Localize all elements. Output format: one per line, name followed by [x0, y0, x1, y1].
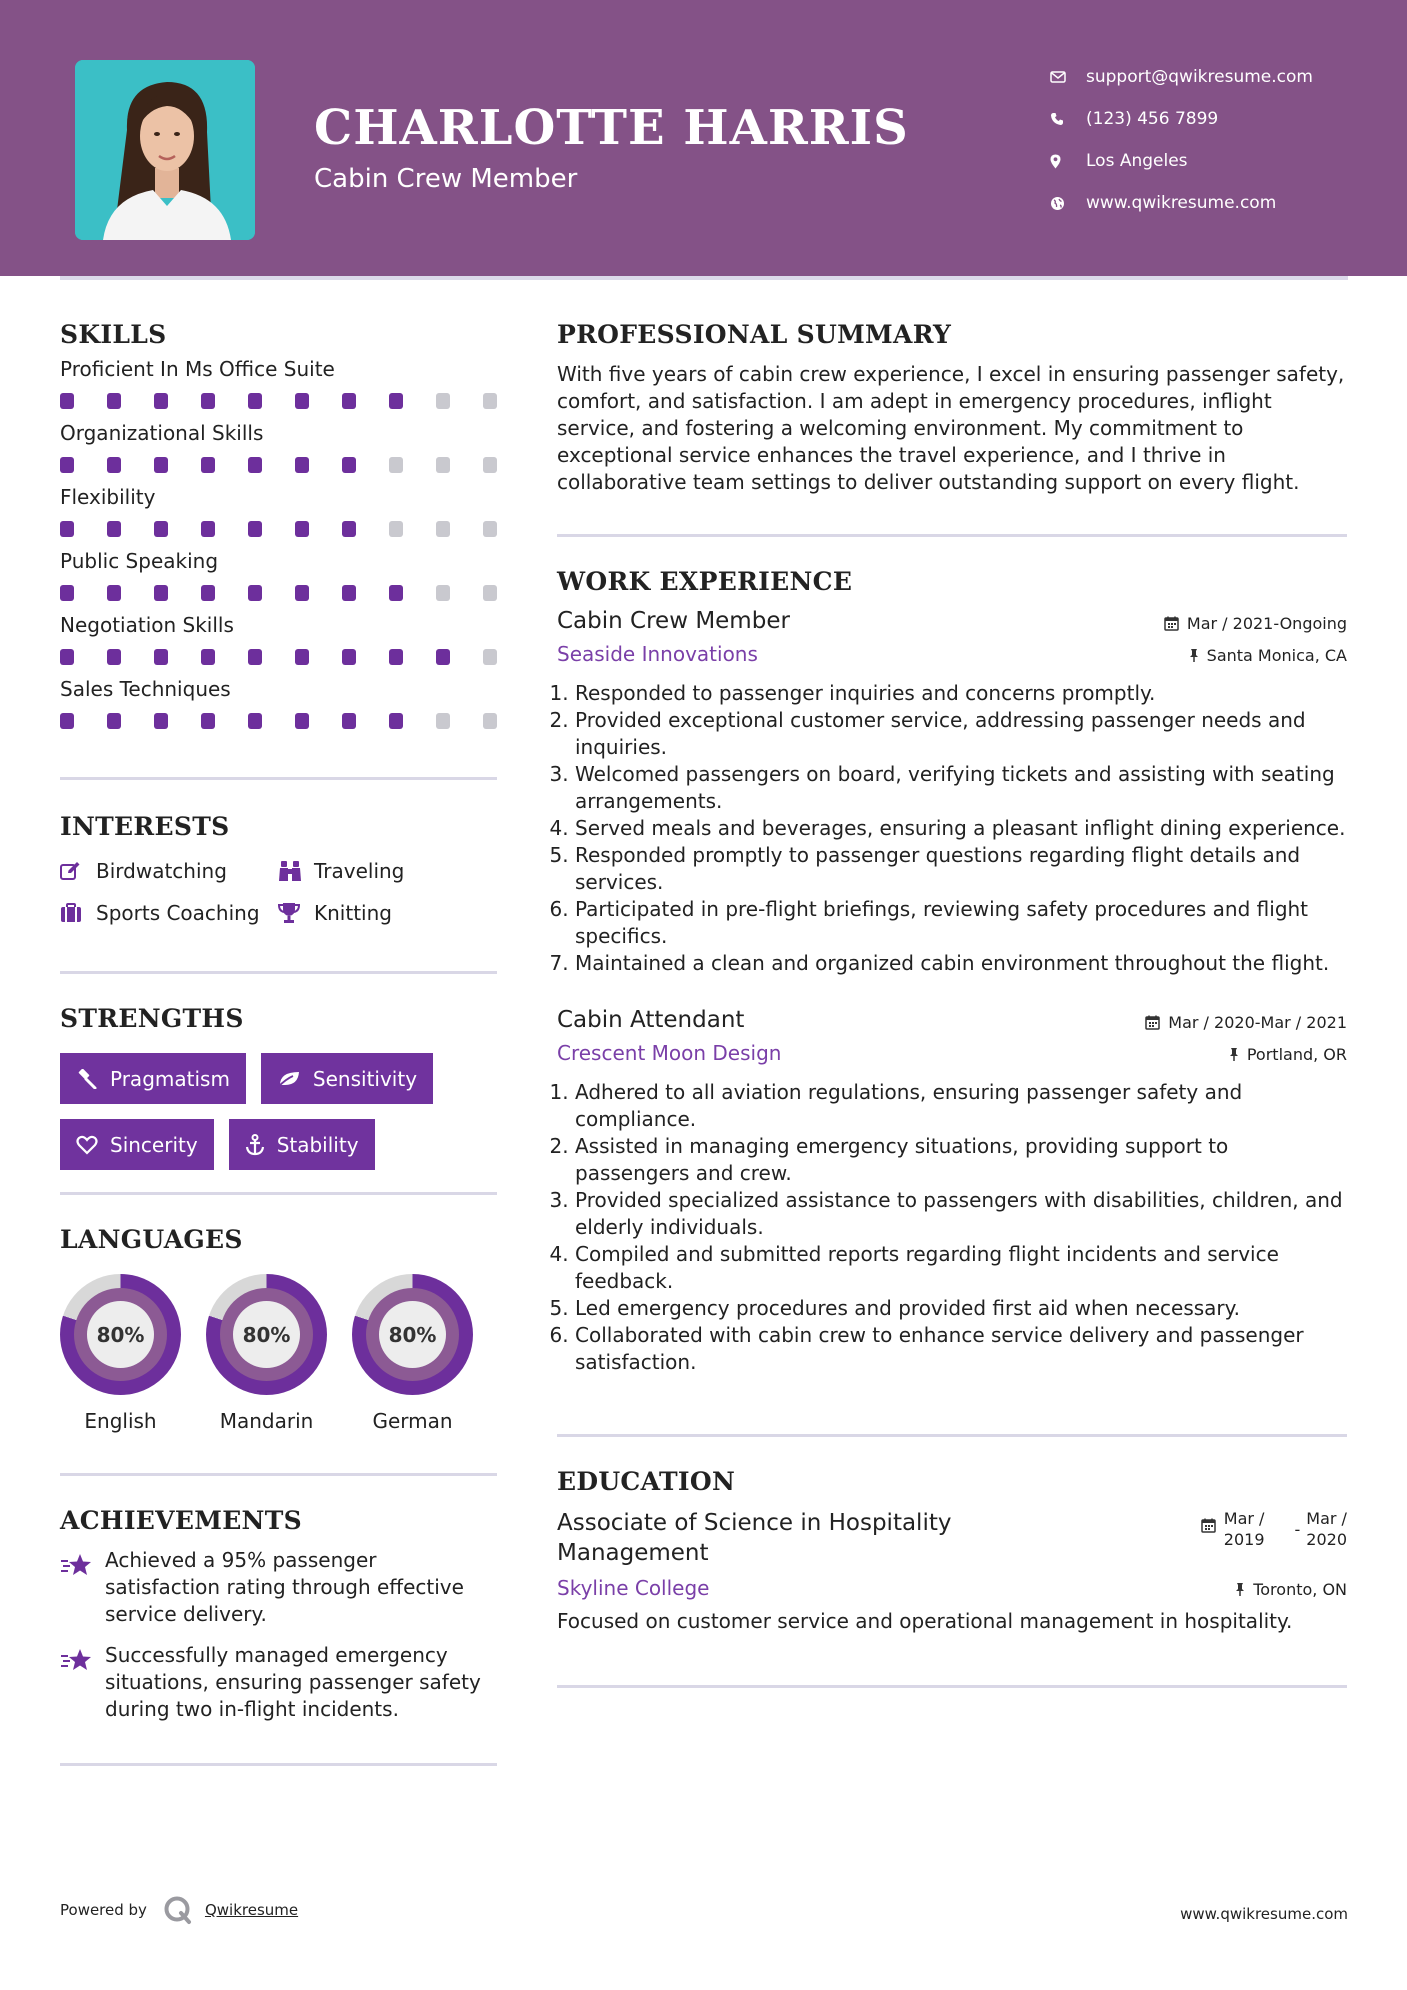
rating-dot-filled — [154, 713, 168, 729]
strengths-list — [60, 1053, 497, 1170]
language-ring — [352, 1274, 473, 1395]
rating-dot-filled — [107, 713, 121, 729]
rating-dot-filled — [201, 393, 215, 409]
contact-location — [1050, 140, 1390, 182]
right-column — [557, 320, 1347, 1688]
rating-dot-filled — [201, 585, 215, 601]
languages-list — [60, 1274, 497, 1433]
section-divider — [60, 1763, 497, 1766]
pushpin-icon — [1229, 1047, 1239, 1062]
rating-dot-filled — [201, 649, 215, 665]
rating-dot-filled — [342, 457, 356, 473]
edit-icon — [60, 861, 96, 881]
contact-website-text: www.qwikresume.com — [1086, 193, 1277, 213]
skills-list — [60, 357, 497, 731]
rating-dot-filled — [201, 713, 215, 729]
language-name: German — [372, 1409, 453, 1433]
education-description: Focused on customer service and operational management in hospitality. — [557, 1609, 1293, 1633]
rating-dot-filled — [154, 393, 168, 409]
rating-dot-empty — [436, 393, 450, 409]
footer-credit — [60, 1895, 298, 1925]
duty-item: 7. Maintained a clean and organized cabin environment throughout the flight. — [575, 950, 1347, 977]
duty-item: 5. Responded promptly to passenger questions regarding flight details and services. — [575, 842, 1347, 896]
interest-item — [60, 859, 278, 883]
rating-dot-empty — [389, 521, 403, 537]
section-divider — [557, 1685, 1347, 1688]
rating-dot-filled — [154, 521, 168, 537]
skill-name: Organizational Skills — [60, 421, 264, 445]
contact-email-text: support@qwikresume.com — [1086, 67, 1313, 87]
education-end — [1306, 1508, 1347, 1550]
heart-icon — [76, 1135, 98, 1155]
rating-dot-filled — [342, 649, 356, 665]
degree-title: Associate of Science in Hospitality Management — [557, 1510, 952, 1566]
section-divider — [60, 1192, 497, 1195]
rating-dot-filled — [248, 585, 262, 601]
section-divider — [60, 971, 497, 974]
job-location — [1189, 646, 1347, 665]
rating-dot-filled — [342, 713, 356, 729]
skill-rating — [60, 393, 497, 411]
leaf-icon — [277, 1070, 301, 1088]
language-item — [60, 1274, 181, 1433]
rating-dot-filled — [295, 521, 309, 537]
section-divider — [557, 1434, 1347, 1437]
language-percent: 80% — [87, 1301, 154, 1368]
rating-dot-filled — [248, 457, 262, 473]
company-name: Seaside Innovations — [557, 642, 758, 666]
rating-dot-empty — [483, 713, 497, 729]
duty-item: 1. Responded to passenger inquiries and concerns promptly. — [575, 680, 1347, 707]
interest-label: Sports Coaching — [96, 901, 260, 925]
pushpin-icon — [1235, 1582, 1245, 1597]
rating-dot-filled — [389, 585, 403, 601]
language-ring — [60, 1274, 181, 1395]
rating-dot-filled — [295, 713, 309, 729]
briefcase-icon — [60, 903, 96, 923]
rating-dot-filled — [389, 649, 403, 665]
summary-heading: PROFESSIONAL SUMMARY — [557, 320, 952, 349]
job-entry — [557, 1007, 1347, 1376]
skill-name: Flexibility — [60, 485, 156, 509]
experience-heading: WORK EXPERIENCE — [557, 567, 853, 596]
skill-rating — [60, 713, 497, 731]
education-start-month: Mar / — [1223, 1509, 1265, 1528]
contact-phone-text: (123) 456 7899 — [1086, 109, 1219, 129]
header-divider — [60, 276, 1348, 280]
skill-name: Public Speaking — [60, 549, 219, 573]
duty-item: 3. Welcomed passengers on board, verifying tickets and assisting with seating arrangements. — [575, 761, 1347, 815]
education-dates — [1201, 1508, 1347, 1550]
interest-label: Birdwatching — [96, 859, 227, 883]
star-icon — [60, 1547, 105, 1628]
interests-heading: INTERESTS — [60, 812, 230, 841]
duties-list — [557, 680, 1347, 977]
rating-dot-filled — [295, 649, 309, 665]
language-item — [352, 1274, 473, 1433]
rating-dot-filled — [295, 585, 309, 601]
strength-label: Sincerity — [110, 1132, 198, 1157]
section-divider — [60, 1473, 497, 1476]
skill-rating — [60, 457, 497, 475]
rating-dot-filled — [295, 457, 309, 473]
skill-rating — [60, 585, 497, 603]
language-item — [206, 1274, 327, 1433]
left-column — [60, 320, 497, 1766]
rating-dot-filled — [60, 649, 74, 665]
strength-label: Pragmatism — [110, 1066, 230, 1091]
strength-tag — [229, 1119, 375, 1170]
rating-dot-filled — [107, 393, 121, 409]
rating-dot-filled — [107, 585, 121, 601]
language-percent: 80% — [379, 1301, 446, 1368]
rating-dot-filled — [107, 521, 121, 537]
languages-heading: LANGUAGES — [60, 1225, 243, 1254]
education-heading: EDUCATION — [557, 1467, 736, 1496]
rating-dot-filled — [60, 521, 74, 537]
date-separator: - — [1294, 1520, 1301, 1539]
job-entry — [557, 608, 1347, 977]
rating-dot-empty — [436, 585, 450, 601]
education-location-text: Toronto, ON — [1253, 1580, 1347, 1599]
qwikresume-link[interactable]: Qwikresume — [204, 1901, 299, 1919]
skill-name: Sales Techniques — [60, 677, 231, 701]
rating-dot-filled — [389, 393, 403, 409]
job-dates-text: Mar / 2020-Mar / 2021 — [1168, 1013, 1347, 1032]
gavel-icon — [76, 1069, 98, 1089]
education-start-year: 2019 — [1223, 1530, 1265, 1549]
qwikresume-logo-icon — [163, 1895, 193, 1925]
education-end-month: Mar / — [1306, 1509, 1347, 1528]
rating-dot-filled — [107, 457, 121, 473]
trophy-icon — [278, 902, 314, 924]
rating-dot-empty — [483, 649, 497, 665]
interest-label: Knitting — [314, 901, 392, 925]
duty-item: 3. Provided specialized assistance to passengers with disabilities, children, and elderly individuals. — [575, 1187, 1347, 1241]
skill-rating — [60, 521, 497, 539]
section-divider — [60, 777, 497, 780]
rating-dot-filled — [60, 457, 74, 473]
strengths-heading: STRENGTHS — [60, 1004, 244, 1033]
job-dates — [1164, 614, 1347, 633]
achievements-heading: ACHIEVEMENTS — [60, 1506, 302, 1535]
globe-icon — [1050, 196, 1086, 211]
rating-dot-empty — [483, 457, 497, 473]
profile-photo — [75, 60, 255, 240]
language-name: Mandarin — [219, 1409, 314, 1433]
rating-dot-filled — [342, 521, 356, 537]
binoculars-icon — [278, 860, 314, 882]
section-divider — [557, 534, 1347, 537]
rating-dot-filled — [342, 585, 356, 601]
achievement-text: Successfully managed emergency situations, ensuring passenger safety during two in-flight incidents. — [105, 1643, 481, 1721]
rating-dot-filled — [436, 649, 450, 665]
duty-item: 1. Adhered to all aviation regulations, ensuring passenger safety and compliance. — [575, 1079, 1347, 1133]
duties-list — [557, 1079, 1347, 1376]
rating-dot-filled — [248, 649, 262, 665]
achievement-item — [60, 1642, 497, 1723]
contact-list — [1050, 56, 1390, 224]
skill-rating — [60, 649, 497, 667]
summary-text: With five years of cabin crew experience, I excel in ensuring passenger safety, comfort, and satisfaction. I am adept in emergency procedures, inflight service, and fostering a welcoming environment. My commitment to exceptional service enhances the travel experience, and I thrive in collaborative team settings to deliver outstanding support on every flight. — [557, 362, 1345, 494]
job-location — [1229, 1045, 1347, 1064]
rating-dot-empty — [436, 713, 450, 729]
candidate-name: CHARLOTTE HARRIS — [314, 100, 909, 156]
interest-item — [60, 901, 278, 925]
strength-tag — [60, 1053, 246, 1104]
rating-dot-filled — [60, 585, 74, 601]
education-entry — [557, 1508, 1347, 1635]
interest-item — [278, 859, 488, 883]
job-title: Cabin Attendant — [557, 1007, 745, 1033]
rating-dot-filled — [154, 457, 168, 473]
interest-label: Traveling — [314, 859, 405, 883]
rating-dot-filled — [201, 521, 215, 537]
rating-dot-empty — [483, 521, 497, 537]
school-name: Skyline College — [557, 1576, 710, 1600]
contact-phone[interactable] — [1050, 98, 1390, 140]
interest-item — [278, 901, 488, 925]
calendar-icon — [1164, 616, 1179, 631]
job-title: Cabin Crew Member — [557, 608, 790, 634]
job-location-text: Santa Monica, CA — [1206, 646, 1347, 665]
map-pin-icon — [1050, 154, 1086, 169]
duty-item: 4. Served meals and beverages, ensuring a pleasant inflight dining experience. — [575, 815, 1347, 842]
skill-name: Negotiation Skills — [60, 613, 234, 637]
rating-dot-filled — [201, 457, 215, 473]
rating-dot-filled — [342, 393, 356, 409]
rating-dot-filled — [248, 521, 262, 537]
anchor-icon — [245, 1134, 265, 1156]
duty-item: 4. Compiled and submitted reports regarding flight incidents and service feedback. — [575, 1241, 1347, 1295]
skills-heading: SKILLS — [60, 320, 167, 349]
rating-dot-filled — [248, 393, 262, 409]
education-start — [1224, 1508, 1265, 1550]
duty-item: 2. Provided exceptional customer service, addressing passenger needs and inquiries. — [575, 707, 1347, 761]
duty-item: 6. Collaborated with cabin crew to enhance service delivery and passenger satisfaction. — [575, 1322, 1347, 1376]
rating-dot-empty — [483, 393, 497, 409]
strength-label: Sensitivity — [312, 1066, 418, 1091]
rating-dot-filled — [248, 713, 262, 729]
star-icon — [60, 1642, 105, 1723]
language-ring — [206, 1274, 327, 1395]
rating-dot-empty — [389, 457, 403, 473]
calendar-icon — [1201, 1518, 1216, 1533]
interests-list — [60, 859, 497, 925]
contact-location-text: Los Angeles — [1086, 151, 1188, 171]
job-dates — [1145, 1013, 1347, 1032]
phone-icon — [1050, 112, 1086, 126]
duty-item: 6. Participated in pre-flight briefings, reviewing safety procedures and flight specifics. — [575, 896, 1347, 950]
envelope-icon — [1050, 71, 1086, 83]
candidate-title: Cabin Crew Member — [314, 164, 578, 194]
achievement-item — [60, 1547, 497, 1628]
strength-tag — [261, 1053, 433, 1104]
education-location — [1235, 1580, 1347, 1599]
strength-label: Stability — [276, 1132, 359, 1157]
rating-dot-empty — [436, 457, 450, 473]
contact-website[interactable] — [1050, 182, 1390, 224]
rating-dot-filled — [154, 649, 168, 665]
duty-item: 2. Assisted in managing emergency situations, providing support to passengers and crew. — [575, 1133, 1347, 1187]
achievement-text: Achieved a 95% passenger satisfaction rating through effective service delivery. — [105, 1548, 464, 1626]
rating-dot-filled — [60, 393, 74, 409]
resume-header — [0, 0, 1407, 276]
rating-dot-empty — [436, 521, 450, 537]
duty-item: 5. Led emergency procedures and provided first aid when necessary. — [575, 1295, 1347, 1322]
rating-dot-empty — [483, 585, 497, 601]
education-end-year: 2020 — [1306, 1530, 1347, 1549]
language-percent: 80% — [233, 1301, 300, 1368]
strength-tag — [60, 1119, 214, 1170]
job-dates-text: Mar / 2021-Ongoing — [1186, 614, 1347, 633]
rating-dot-filled — [389, 713, 403, 729]
rating-dot-filled — [154, 585, 168, 601]
pushpin-icon — [1189, 648, 1199, 663]
language-name: English — [84, 1409, 157, 1433]
skill-name: Proficient In Ms Office Suite — [60, 357, 335, 381]
contact-email[interactable] — [1050, 56, 1390, 98]
company-name: Crescent Moon Design — [557, 1041, 782, 1065]
rating-dot-filled — [107, 649, 121, 665]
rating-dot-filled — [60, 713, 74, 729]
footer-website[interactable]: www.qwikresume.com — [1180, 1905, 1348, 1923]
powered-by-text: Powered by — [60, 1901, 147, 1919]
job-location-text: Portland, OR — [1246, 1045, 1347, 1064]
calendar-icon — [1145, 1015, 1160, 1030]
rating-dot-filled — [295, 393, 309, 409]
